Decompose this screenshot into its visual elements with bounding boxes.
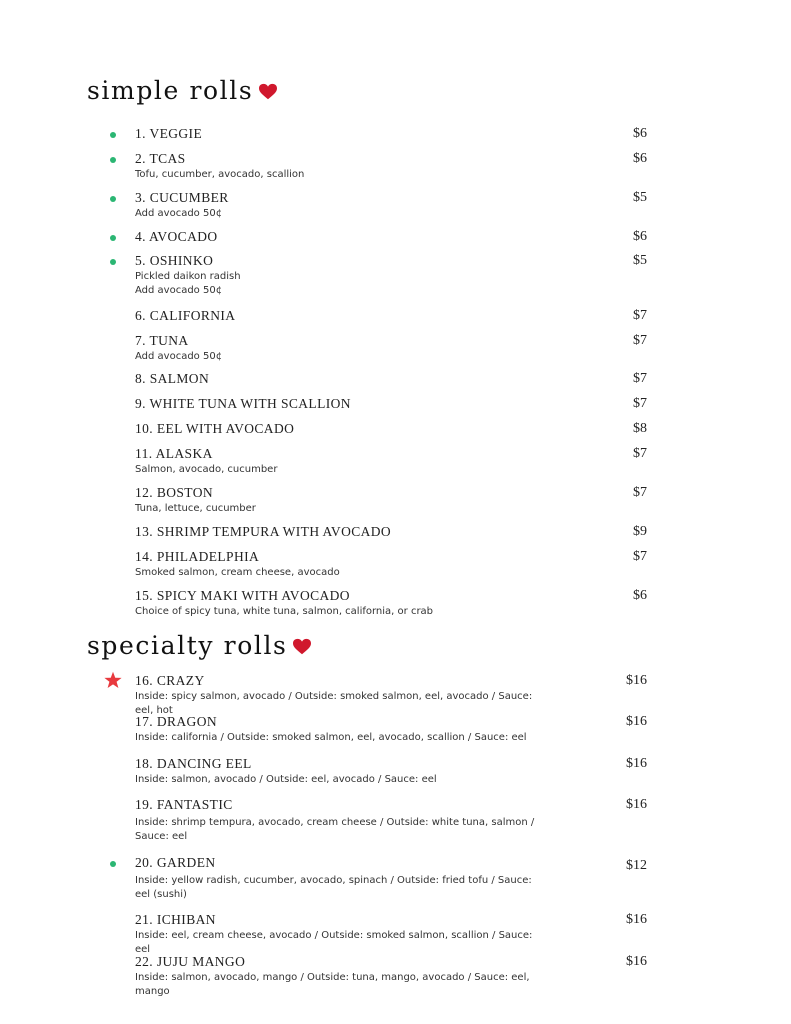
item-price: $16 [626, 756, 647, 771]
item-name: 14. PHILADELPHIA [135, 549, 260, 564]
item-price: $9 [633, 524, 647, 539]
item-price: $7 [633, 333, 647, 348]
item-price: $5 [633, 253, 647, 268]
vegetarian-dot-icon [110, 861, 116, 867]
item-price: $6 [633, 229, 647, 244]
item-price: $16 [626, 954, 647, 969]
item-price: $6 [633, 126, 647, 141]
item-description: Inside: salmon, avocado / Outside: eel, avocado / Sauce: eel [135, 774, 437, 785]
item-name: 3. CUCUMBER [135, 190, 229, 205]
item-description: Smoked salmon, cream cheese, avocado [135, 567, 340, 578]
item-price: $7 [633, 549, 647, 564]
item-name: 17. DRAGON [135, 714, 218, 729]
item-name: 5. OSHINKO [135, 253, 214, 268]
item-name: 21. ICHIBAN [135, 912, 216, 927]
star-icon [104, 671, 122, 689]
item-price: $6 [633, 588, 647, 603]
item-price: $16 [626, 797, 647, 812]
item-name: 1. VEGGIE [135, 126, 203, 141]
item-name: 13. SHRIMP TEMPURA WITH AVOCADO [135, 524, 392, 539]
vegetarian-dot-icon [110, 235, 116, 241]
item-description: Tuna, lettuce, cucumber [135, 503, 256, 514]
item-description: Tofu, cucumber, avocado, scallion [135, 169, 305, 180]
item-name: 2. TCAS [135, 151, 186, 166]
item-price: $16 [626, 673, 647, 688]
item-description-line: Pickled daikon radish [135, 271, 241, 282]
item-price: $12 [626, 858, 647, 873]
item-price: $5 [633, 190, 647, 205]
item-name: 15. SPICY MAKI WITH AVOCADO [135, 588, 350, 603]
item-description: Add avocado 50¢ [135, 208, 223, 219]
item-description: Inside: spicy salmon, avocado / Outside: smoked salmon, eel, avocado / Sauce: eel, hot [135, 691, 533, 716]
item-name: 19. FANTASTIC [135, 797, 233, 812]
item-description: Inside: eel, cream cheese, avocado / Outside: smoked salmon, scallion / Sauce: eel [135, 930, 533, 955]
item-price: $6 [633, 151, 647, 166]
item-price: $16 [626, 714, 647, 729]
heart-icon [293, 638, 311, 656]
section-title-text: simple rolls [87, 76, 254, 105]
item-name: 10. EEL WITH AVOCADO [135, 421, 295, 436]
item-price: $7 [633, 371, 647, 386]
item-name: 16. CRAZY [135, 673, 205, 688]
item-name: 12. BOSTON [135, 485, 214, 500]
item-description [135, 270, 545, 298]
item-description: Choice of spicy tuna, white tuna, salmon, california, or crab [135, 606, 434, 617]
vegetarian-dot-icon [110, 132, 116, 138]
item-description: Salmon, avocado, cucumber [135, 464, 278, 475]
item-price: $7 [633, 446, 647, 461]
item-price: $7 [633, 396, 647, 411]
item-description: Inside: california / Outside: smoked salmon, eel, avocado, scallion / Sauce: eel [135, 732, 527, 743]
heart-icon [259, 83, 277, 101]
vegetarian-dot-icon [110, 196, 116, 202]
item-name: 18. DANCING EEL [135, 756, 252, 771]
item-name: 20. GARDEN [135, 855, 216, 870]
item-name: 4. AVOCADO [135, 229, 218, 244]
item-name: 9. WHITE TUNA WITH SCALLION [135, 396, 351, 411]
item-price: $8 [633, 421, 647, 436]
item-price: $16 [626, 912, 647, 927]
vegetarian-dot-icon [110, 157, 116, 163]
section-title-specialty-rolls [87, 631, 311, 660]
item-name: 22. JUJU MANGO [135, 954, 246, 969]
section-title-text: specialty rolls [87, 631, 288, 660]
section-title-simple-rolls [87, 76, 277, 105]
item-description-line: Add avocado 50¢ [135, 285, 223, 296]
item-name: 8. SALMON [135, 371, 210, 386]
vegetarian-dot-icon [110, 259, 116, 265]
item-price: $7 [633, 308, 647, 323]
item-description: Add avocado 50¢ [135, 351, 223, 362]
item-name: 6. CALIFORNIA [135, 308, 236, 323]
item-description: Inside: salmon, avocado, mango / Outside: tuna, mango, avocado / Sauce: eel, mango [135, 972, 530, 997]
item-description: Inside: yellow radish, cucumber, avocado, spinach / Outside: fried tofu / Sauce: eel (sushi) [135, 875, 532, 900]
item-name: 11. ALASKA [135, 446, 213, 461]
item-name: 7. TUNA [135, 333, 189, 348]
item-price: $7 [633, 485, 647, 500]
item-description: Inside: shrimp tempura, avocado, cream cheese / Outside: white tuna, salmon / Sauce: eel [135, 817, 535, 842]
